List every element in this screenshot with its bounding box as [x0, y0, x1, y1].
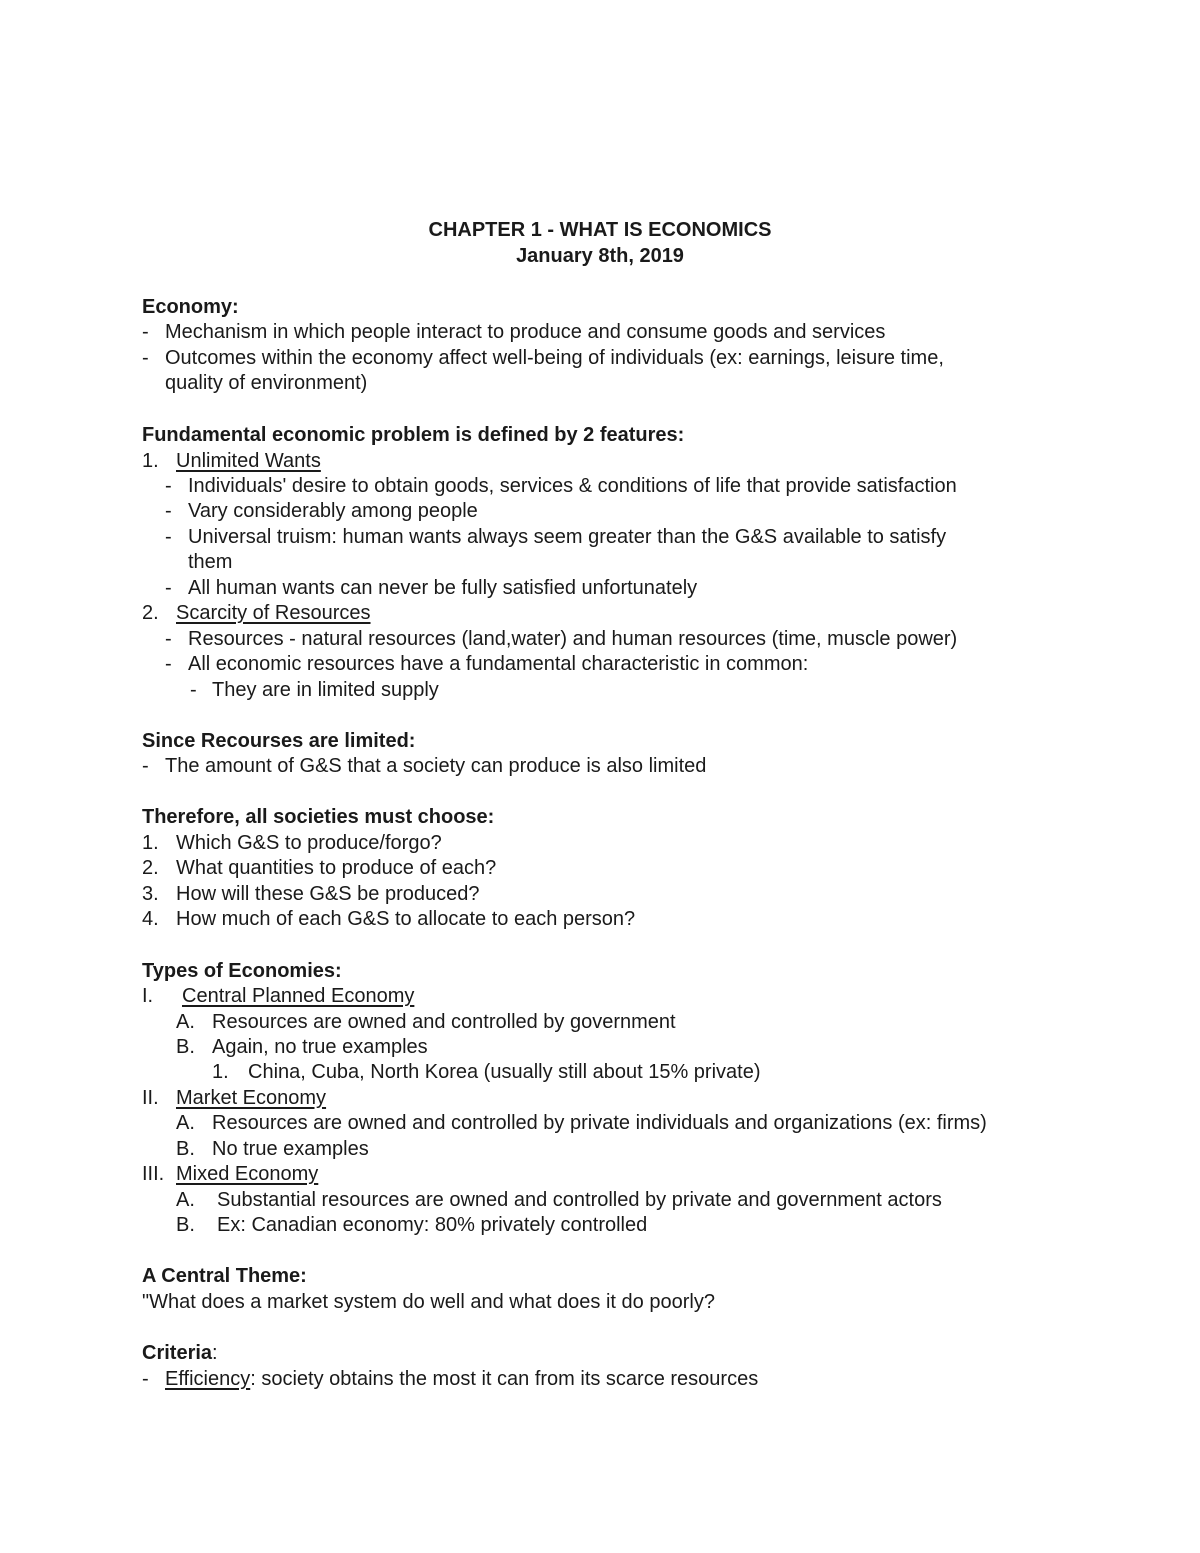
bullet-dash: - — [165, 526, 172, 548]
section-heading-fundamental: Fundamental economic problem is defined by 2 features: — [142, 424, 685, 446]
list-number: 1. — [142, 832, 159, 854]
list-letter: B. — [176, 1036, 195, 1058]
market-economy-a: Resources are owned and controlled by private individuals and organizations (ex: firms) — [212, 1112, 987, 1134]
therefore-item-3: How will these G&S be produced? — [176, 883, 480, 905]
section-heading-since: Since Recourses are limited: — [142, 730, 416, 752]
list-letter: B. — [176, 1214, 195, 1236]
bullet-dash: - — [190, 679, 197, 701]
central-planned-b-1: China, Cuba, North Korea (usually still about 15% private) — [248, 1061, 761, 1083]
section-heading-economy: Economy: — [142, 296, 239, 318]
central-planned-b: Again, no true examples — [212, 1036, 428, 1058]
bullet-dash: - — [165, 653, 172, 675]
list-number: 4. — [142, 908, 159, 930]
unlimited-wants-bullet-2: Vary considerably among people — [188, 500, 478, 522]
list-number: 2. — [142, 602, 159, 624]
section-heading-therefore: Therefore, all societies must choose: — [142, 806, 495, 828]
unlimited-wants-bullet-3-line-1: Universal truism: human wants always seem greater than the G&S available to satisfy — [188, 526, 947, 548]
economy-bullet-2-line-2: quality of environment) — [165, 372, 368, 394]
therefore-item-1: Which G&S to produce/forgo? — [176, 832, 442, 854]
section-heading-theme: A Central Theme: — [142, 1265, 307, 1287]
therefore-item-4: How much of each G&S to allocate to each person? — [176, 908, 636, 930]
unlimited-wants-bullet-1: Individuals' desire to obtain goods, services & conditions of life that provide satisfaction — [188, 475, 957, 497]
bullet-dash: - — [142, 1368, 149, 1390]
criteria-colon: : — [212, 1342, 218, 1364]
document-title: CHAPTER 1 - WHAT IS ECONOMICS — [428, 219, 772, 241]
bullet-dash: - — [142, 755, 149, 777]
efficiency-term: Efficiency — [165, 1368, 251, 1390]
list-number: 2. — [142, 857, 159, 879]
list-letter: A. — [176, 1189, 195, 1211]
criteria-heading-text: Criteria — [142, 1342, 213, 1364]
mixed-economy-a: Substantial resources are owned and controlled by private and government actors — [217, 1189, 942, 1211]
criteria-bullet-1 — [165, 1366, 758, 1392]
list-letter: A. — [176, 1011, 195, 1033]
bullet-dash: - — [165, 628, 172, 650]
theme-quote: "What does a market system do well and what does it do poorly? — [142, 1291, 715, 1313]
scarcity-bullet-2: All economic resources have a fundamental characteristic in common: — [188, 653, 809, 675]
section-heading-types: Types of Economies: — [142, 960, 342, 982]
list-number: 1. — [142, 450, 159, 472]
bullet-dash: - — [165, 500, 172, 522]
bullet-dash: - — [142, 321, 149, 343]
bullet-dash: - — [142, 347, 149, 369]
roman-numeral: I. — [142, 985, 154, 1007]
list-letter: B. — [176, 1138, 195, 1160]
bullet-dash: - — [165, 475, 172, 497]
since-bullet-1: The amount of G&S that a society can produce is also limited — [165, 755, 707, 777]
scarcity-sub-bullet: They are in limited supply — [212, 679, 439, 701]
list-letter: A. — [176, 1112, 195, 1134]
bullet-dash: - — [165, 577, 172, 599]
economy-bullet-2-line-1: Outcomes within the economy affect well-being of individuals (ex: earnings, leisure time, — [165, 347, 944, 369]
list-number: 3. — [142, 883, 159, 905]
roman-numeral: II. — [142, 1087, 159, 1109]
section-heading-criteria — [142, 1340, 218, 1366]
mixed-economy-title: Mixed Economy — [176, 1163, 319, 1185]
scarcity-title: Scarcity of Resources — [176, 602, 371, 624]
therefore-item-2: What quantities to produce of each? — [176, 857, 497, 879]
mixed-economy-b: Ex: Canadian economy: 80% privately controlled — [217, 1214, 648, 1236]
unlimited-wants-bullet-3-line-2: them — [188, 551, 233, 573]
economy-bullet-1: Mechanism in which people interact to produce and consume goods and services — [165, 321, 886, 343]
document-date: January 8th, 2019 — [516, 245, 684, 267]
efficiency-definition: : society obtains the most it can from its scarce resources — [250, 1368, 759, 1390]
unlimited-wants-title: Unlimited Wants — [176, 450, 321, 472]
unlimited-wants-bullet-4: All human wants can never be fully satisfied unfortunately — [188, 577, 698, 599]
scarcity-bullet-1: Resources - natural resources (land,water) and human resources (time, muscle power) — [188, 628, 958, 650]
market-economy-b: No true examples — [212, 1138, 369, 1160]
roman-numeral: III. — [142, 1163, 165, 1185]
central-planned-title: Central Planned Economy — [182, 985, 415, 1007]
central-planned-a: Resources are owned and controlled by government — [212, 1011, 676, 1033]
list-number: 1. — [212, 1061, 229, 1083]
market-economy-title: Market Economy — [176, 1087, 327, 1109]
